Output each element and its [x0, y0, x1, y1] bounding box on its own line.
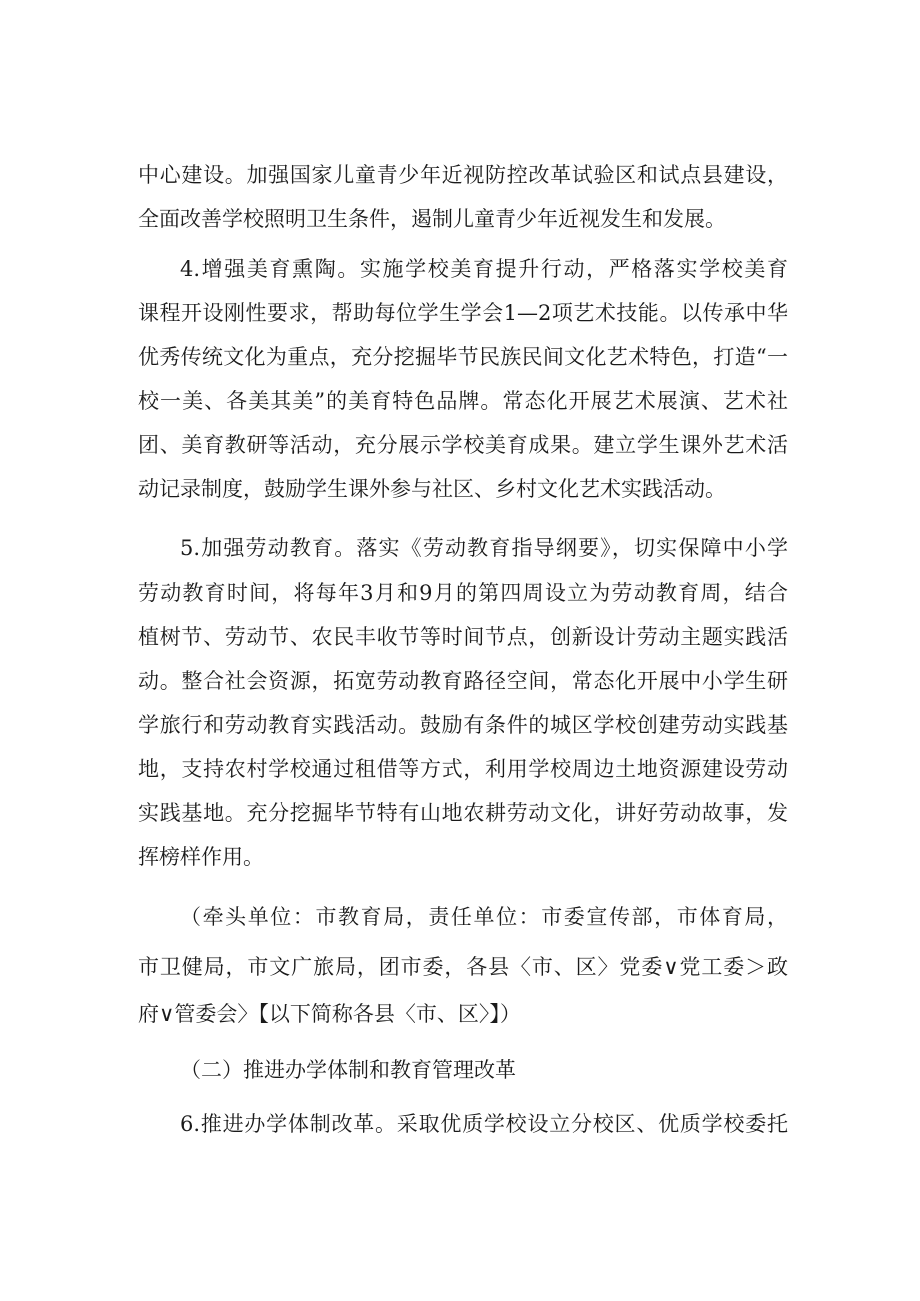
- text-line-8: 动记录制度，鼓励学生课外参与社区、乡村文化艺术实践活动。: [138, 477, 726, 501]
- section-heading: （二）推进办学体制和教育管理改革: [180, 1058, 516, 1082]
- text-line-13: 学旅行和劳动教育实践活动。鼓励有条件的城区学校创建劳动实践基: [138, 713, 788, 737]
- paragraph-6-heading-line: 6.推进办学体制改革。采取优质学校设立分校区、优质学校委托: [180, 1112, 788, 1136]
- paragraph-4-heading-line: 4.增强美育熏陶。实施学校美育提升行动，严格落实学校美育: [180, 257, 788, 281]
- text-line-4: 课程开设刚性要求，帮助每位学生学会1—2项艺术技能。以传承中华: [138, 301, 788, 325]
- text-line-5: 优秀传统文化为重点，充分挖掘毕节民族民间文化艺术特色，打造“一: [138, 345, 788, 369]
- text-line-15: 实践基地。充分挖掘毕节特有山地农耕劳动文化，讲好劳动故事，发: [138, 801, 788, 825]
- text-line-11: 植树节、劳动节、农民丰收节等时间节点，创新设计劳动主题实践活: [138, 625, 788, 649]
- text-line-6: 校一美、各美其美”的美育特色品牌。常态化开展艺术展演、艺术社: [138, 389, 788, 413]
- responsible-units-line-2: 市卫健局，市文广旅局，团市委，各县〈市、区〉党委∨党工委＞政: [138, 955, 788, 979]
- responsible-units-line-1: （牵头单位：市教育局，责任单位：市委宣传部，市体育局，: [180, 905, 788, 929]
- text-line-1: 中心建设。加强国家儿童青少年近视防控改革试验区和试点县建设，: [138, 163, 788, 187]
- text-line-14: 地，支持农村学校通过租借等方式，利用学校周边土地资源建设劳动: [138, 757, 788, 781]
- text-line-10: 劳动教育时间，将每年3月和9月的第四周设立为劳动教育周，结合: [138, 581, 788, 605]
- text-line-7: 团、美育教研等活动，充分展示学校美育成果。建立学生课外艺术活: [138, 433, 788, 457]
- text-line-12: 动。整合社会资源，拓宽劳动教育路径空间，常态化开展中小学生研: [138, 669, 788, 693]
- paragraph-5-heading-line: 5.加强劳动教育。落实《劳动教育指导纲要》，切实保障中小学: [180, 536, 788, 560]
- text-line-2: 全面改善学校照明卫生条件，遏制儿童青少年近视发生和发展。: [138, 207, 726, 231]
- text-line-16: 挥榜样作用。: [138, 845, 264, 869]
- responsible-units-line-3: 府∨管委会〉【以下简称各县〈市、区〉】）: [138, 1002, 521, 1026]
